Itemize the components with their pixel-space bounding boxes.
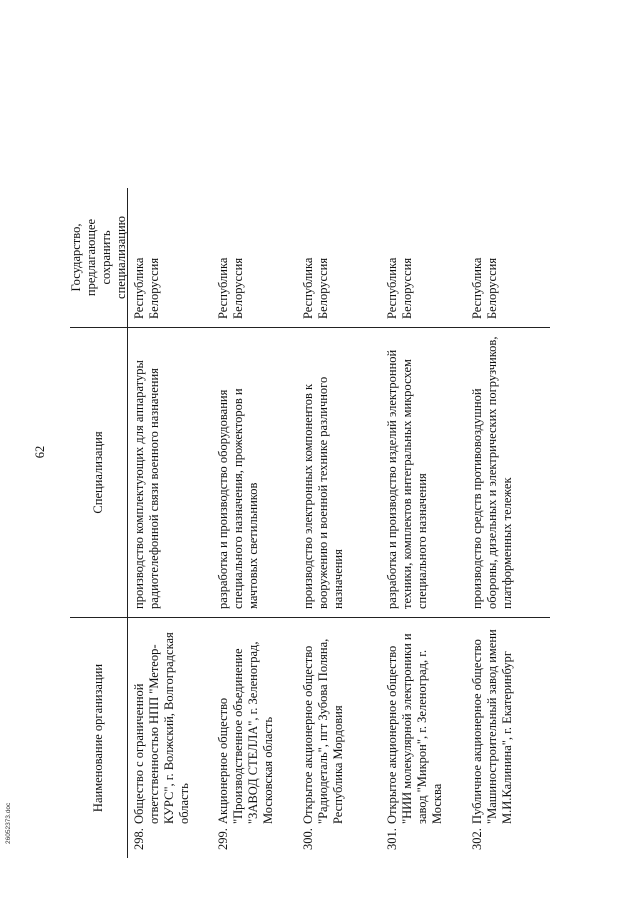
table-row-299-state: Республика Белоруссия xyxy=(212,188,296,328)
organization-name: Открытое акционерное общество "Радиодеталь", пгт Зубова Поляна, Республика Мордовия xyxy=(300,638,345,824)
page-number: 62 xyxy=(33,445,47,459)
document-code: 26052373.doc xyxy=(5,802,12,844)
row-number: 300. xyxy=(300,828,315,850)
table-row-298-state: Республика Белоруссия xyxy=(128,188,212,328)
row-number: 298. xyxy=(132,828,146,850)
table-row-298-organization xyxy=(128,618,212,858)
specialization-table xyxy=(70,30,550,858)
table-row-301-specialization: разработка и производство изделий электронной техники, комплектов интегральных микросхем специального назначения xyxy=(381,328,465,618)
organization-name: Общество с ограниченной ответственностью НПП "Метеор-КУРС", г. Волжский, Волгоградская область xyxy=(132,632,191,824)
header-specialization: Специализация xyxy=(70,328,128,618)
organization-name: Публичное акционерное общество "Машиностроительный завод имени М.И.Калинина", г. Екатеринбург xyxy=(469,629,514,824)
table-row-299-specialization: разработка и производство оборудования специального назначения, прожекторов и мачтовых светильников xyxy=(212,328,296,618)
organization-name: Открытое акционерное общество "НИИ молекулярной электроники и завод "Микрон", г. Зеленоград, г. Москва xyxy=(385,633,445,824)
table-row-300-organization xyxy=(297,618,381,858)
organization-name: Акционерное общество "Производственное объединение "ЗАВОД СТЕЛЛА", г. Зеленоград, Московская область xyxy=(216,641,276,824)
header-state: Государство, предлагающее сохранить специализацию xyxy=(70,188,128,328)
table-row-301-state: Республика Белоруссия xyxy=(381,188,465,328)
table-row-300-specialization: производство электронных компонентов к вооружению и военной технике различного назначения xyxy=(297,328,381,618)
table-row-300-state: Республика Белоруссия xyxy=(297,188,381,328)
row-number: 302. xyxy=(469,828,484,850)
header-organization: Наименование организации xyxy=(70,618,128,858)
table-row-302-specialization: производство средств противовоздушной обороны, дизельных и электрических погрузчиков, платформенных тележек xyxy=(466,328,550,618)
table-row-299-organization xyxy=(212,618,296,858)
table-row-301-organization xyxy=(381,618,465,858)
table-row-302-state: Республика Белоруссия xyxy=(466,188,550,328)
row-number: 299. xyxy=(216,828,231,850)
row-number: 301. xyxy=(385,828,400,850)
table-row-298-specialization: производство комплектующих для аппаратуры радиотелефонной связи военного назначения xyxy=(128,328,212,618)
table-row-302-organization xyxy=(466,618,550,858)
